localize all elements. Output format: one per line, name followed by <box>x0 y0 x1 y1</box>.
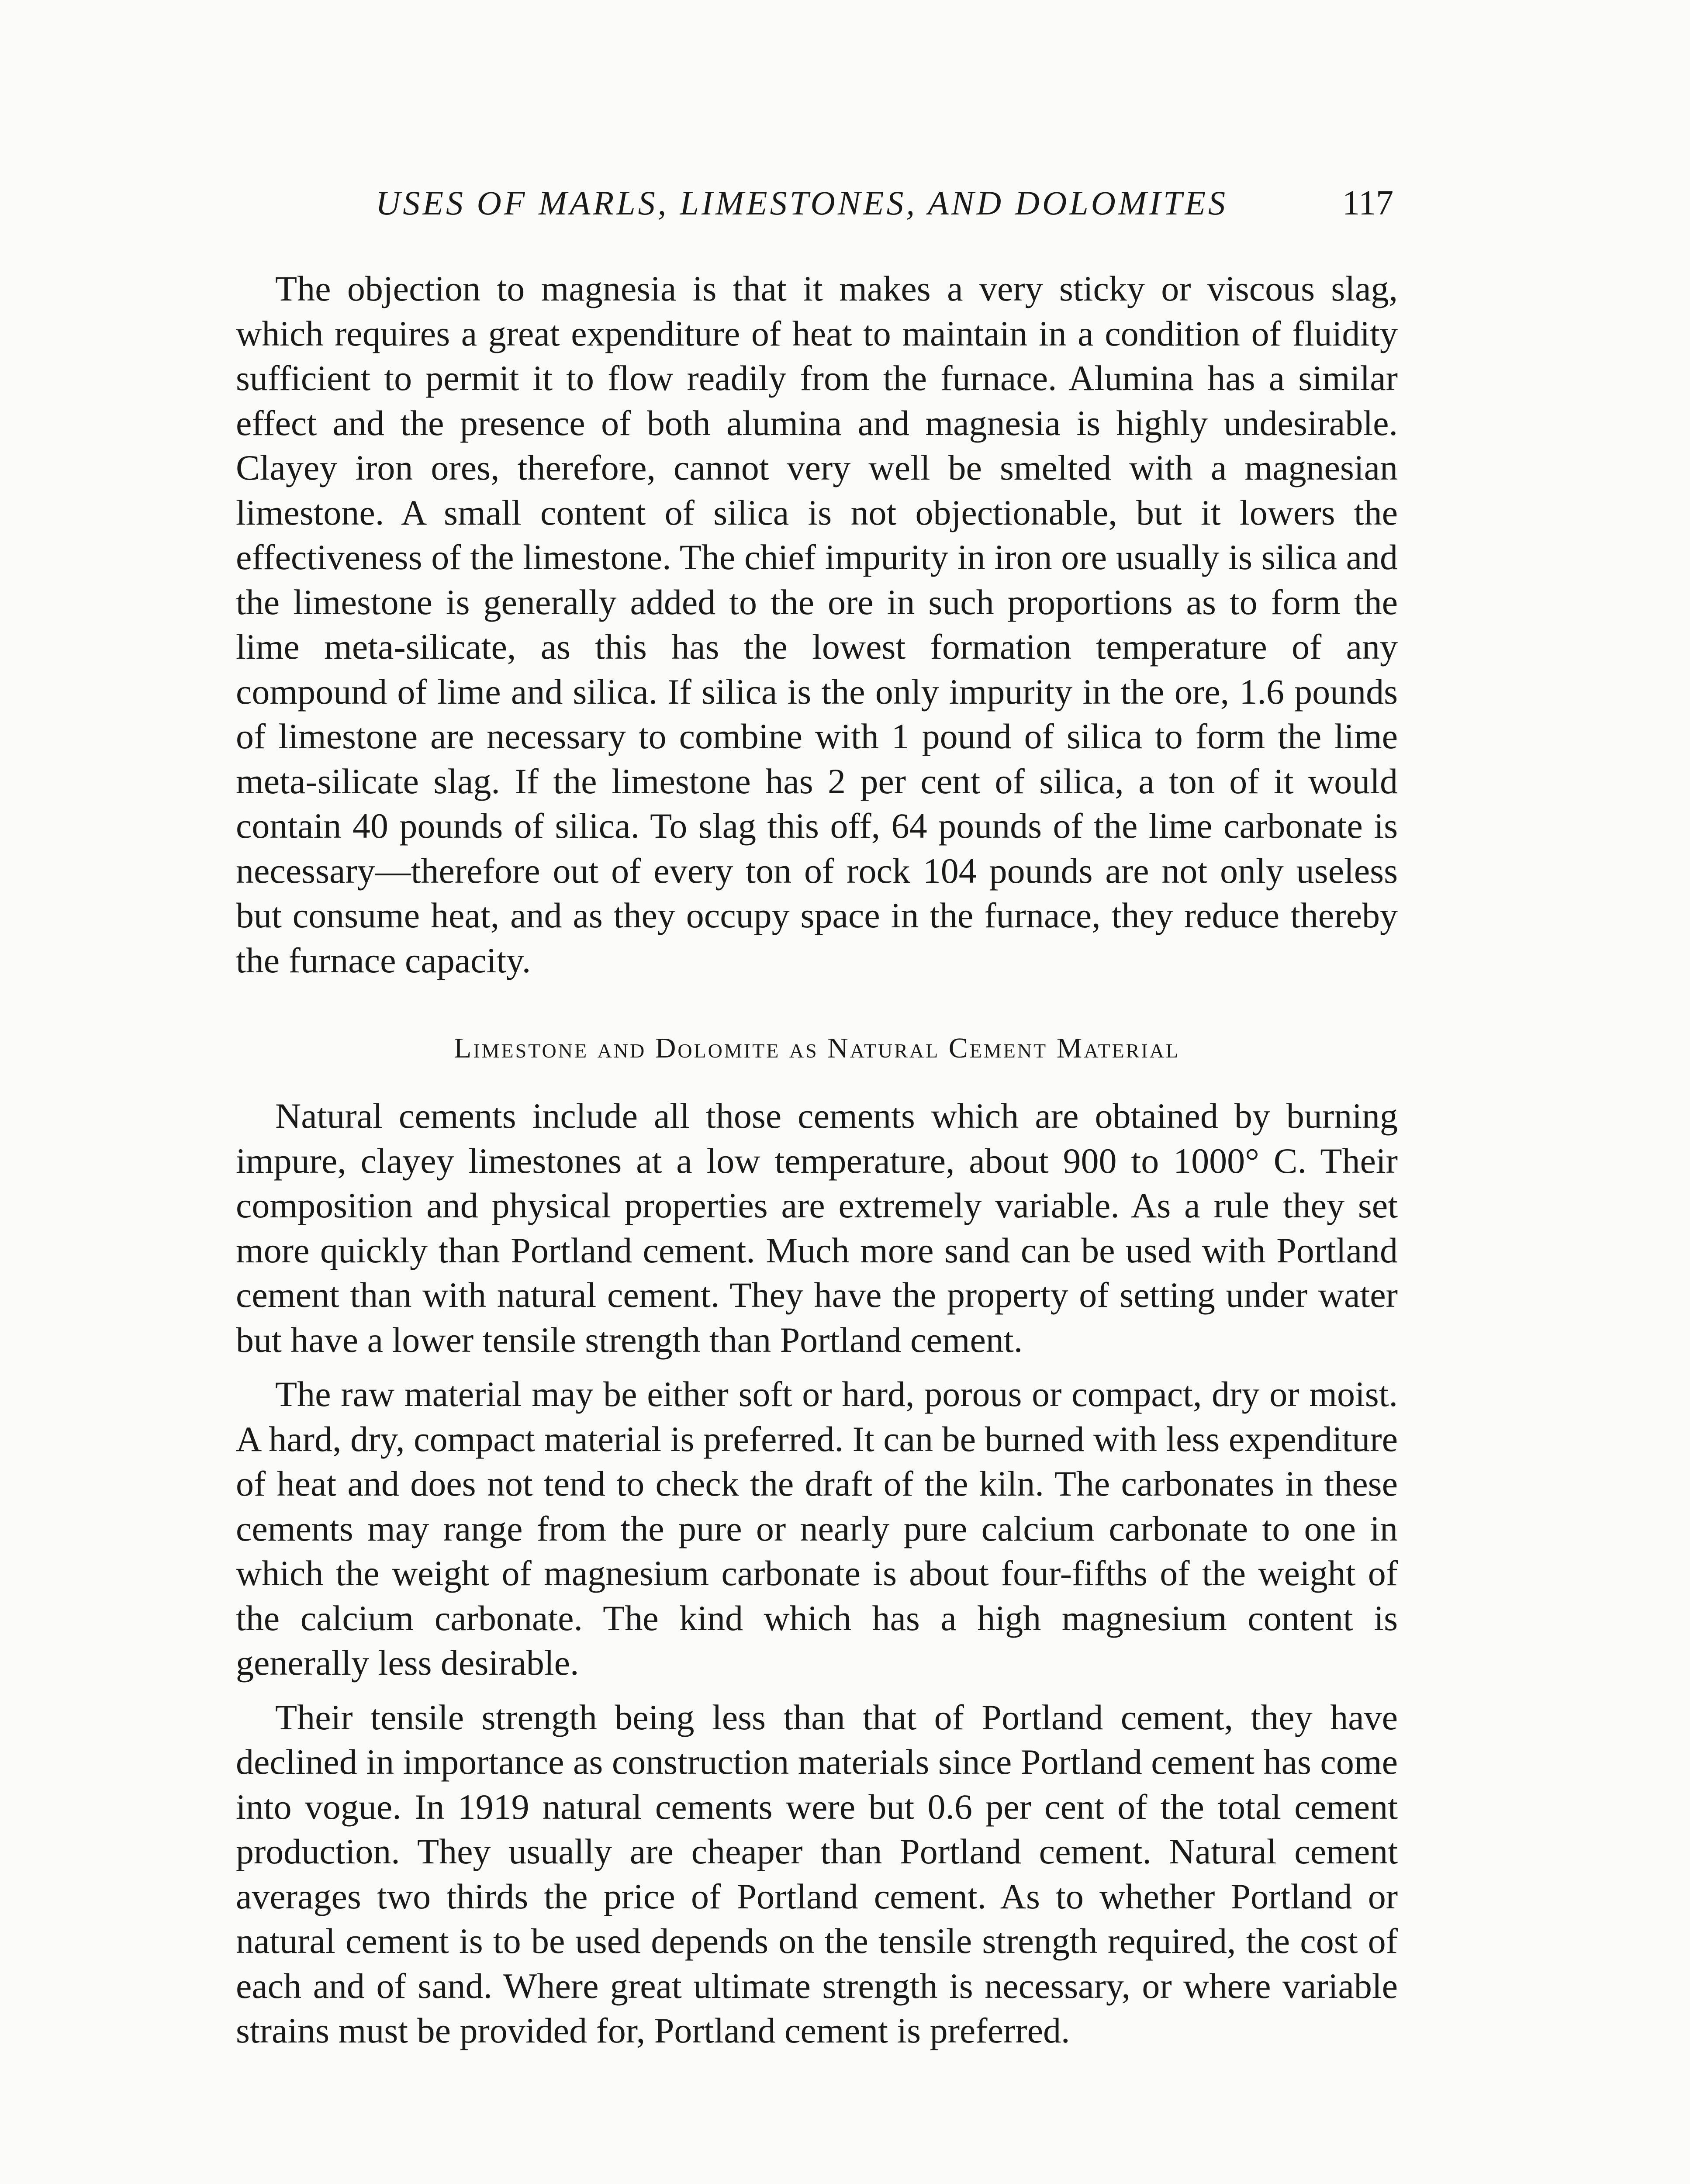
body-text <box>236 266 1398 2053</box>
paragraph-magnesia-slag: The objection to magnesia is that it makes a very sticky or viscous slag, which requires a great expenditure of heat to maintain in a condition of fluidity sufficient to permit it to flow readily from the furnace. Alumina has a similar effect and the presence of both alumina and magnesia is highly undesirable. Clayey iron ores, therefore, cannot very well be smelted with a magnesian limestone. A small content of silica is not objectionable, but it lowers the effectiveness of the limestone. The chief impurity in iron ore usually is silica and the limestone is generally added to the ore in such proportions as to form the lime meta-silicate, as this has the lowest formation temperature of any compound of lime and silica. If silica is the only impurity in the ore, 1.6 pounds of limestone are necessary to combine with 1 pound of silica to form the lime meta-silicate slag. If the limestone has 2 per cent of silica, a ton of it would contain 40 pounds of silica. To slag this off, 64 pounds of the lime carbonate is necessary—therefore out of every ton of rock 104 pounds are not only useless but consume heat, and as they occupy space in the furnace, they reduce thereby the furnace capacity. <box>236 269 1398 980</box>
running-title: USES OF MARLS, LIMESTONES, AND DOLOMITES <box>376 184 1228 222</box>
paragraph-raw-material: The raw material may be either soft or hard, porous or compact, dry or moist. A hard, dry, compact material is preferred. It can be burned with less expenditure of heat and does not tend to check the draft of the kiln. The carbonates in these cements may range from the pure or nearly pure calcium carbonate to one in which the weight of magnesium carbonate is about four-fifths of the weight of the calcium carbonate. The kind which has a high magnesium content is generally less desirable. <box>236 1374 1398 1683</box>
running-head <box>376 175 1393 232</box>
paragraph-tensile-strength: Their tensile strength being less than that of Portland cement, they have declined in importance as construction materials since Portland cement has come into vogue. In 1919 natural cements were but 0.6 per cent of the total cement production. They usually are cheaper than Portland cement. Natural cement averages two thirds the price of Portland cement. As to whether Portland or natural cement is to be used depends on the tensile strength required, the cost of each and of sand. Where great ultimate strength is necessary, or where variable strains must be provided for, Portland cement is preferred. <box>236 1697 1398 2050</box>
section-heading: Limestone and Dolomite as Natural Cement Material <box>454 1032 1180 1064</box>
page-number: 117 <box>1342 184 1393 222</box>
paragraph-natural-cements: Natural cements include all those cements which are obtained by burning impure, clayey limestones at a low temperature, about 900 to 1000° C. Their composition and physical properties are extremely variable. As a rule they set more quickly than Portland cement. Much more sand can be used with Portland cement than with natural cement. They have the property of setting under water but have a lower tensile strength than Portland cement. <box>236 1096 1398 1360</box>
